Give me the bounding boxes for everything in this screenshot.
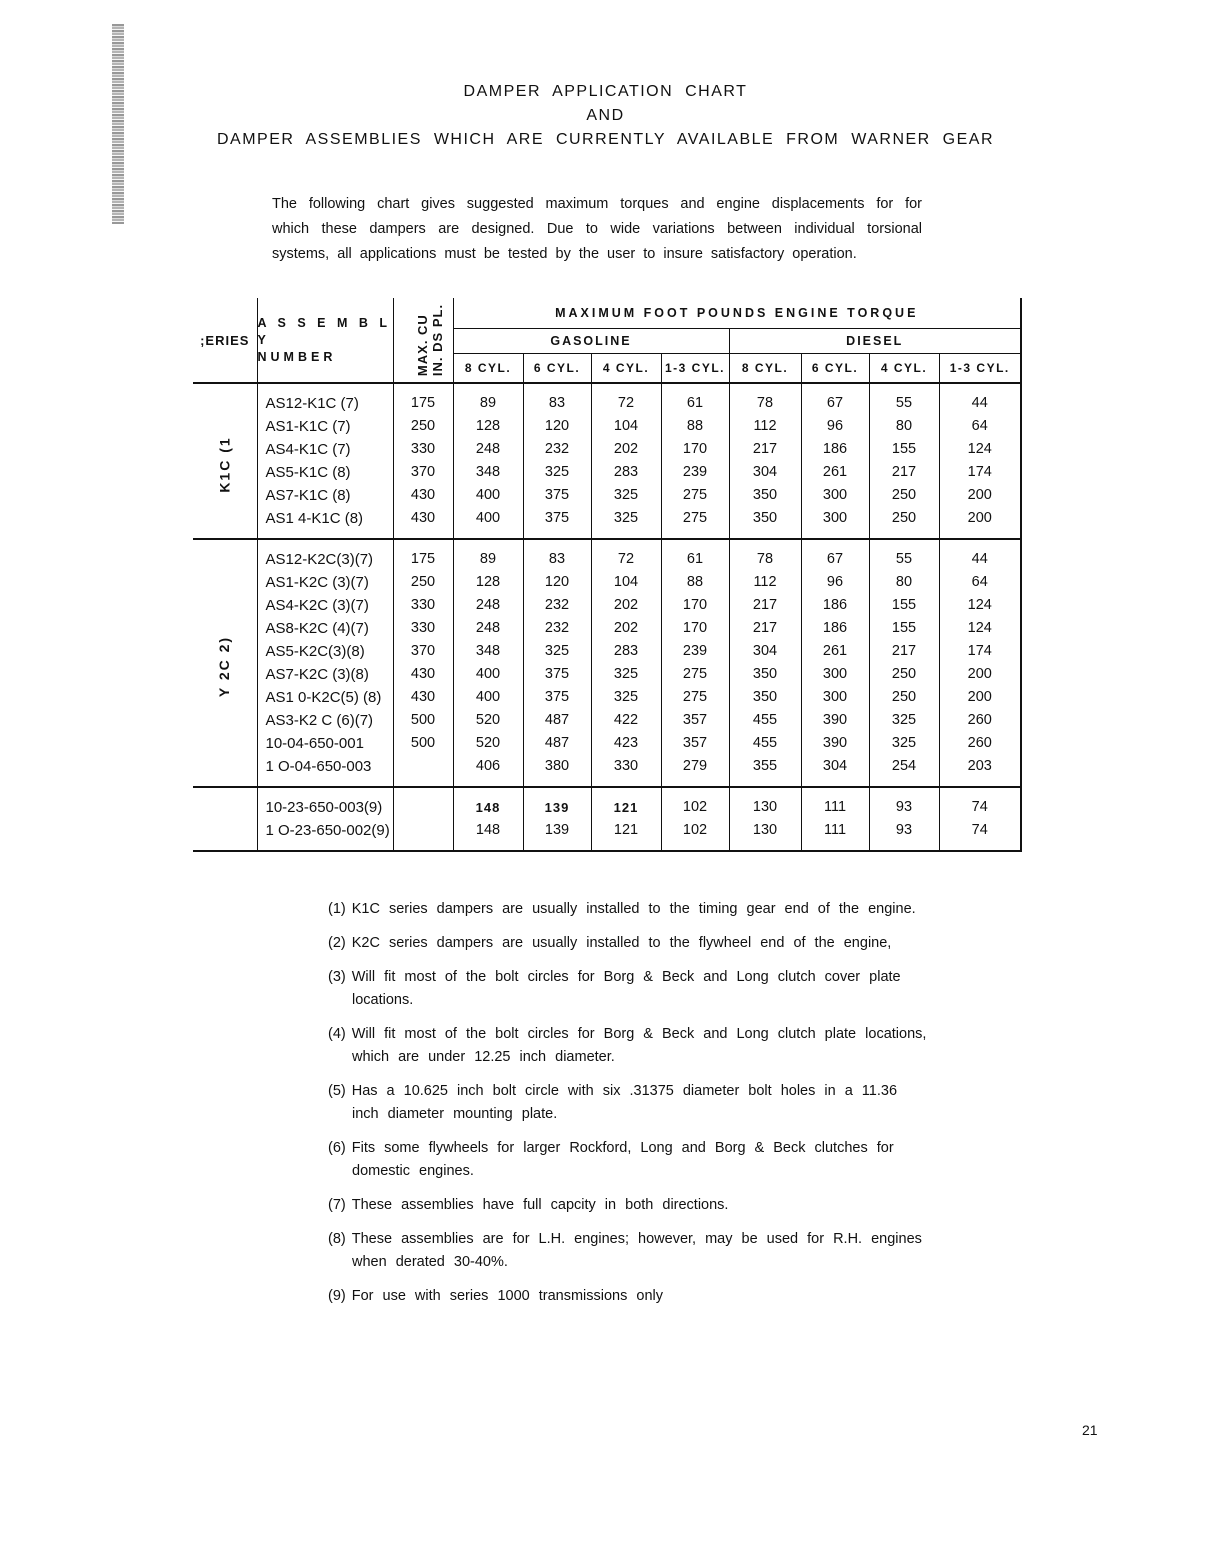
assembly-number: AS4-K1C (7) bbox=[257, 438, 393, 461]
torque-value: 248 bbox=[453, 594, 523, 617]
torque-value: 275 bbox=[661, 686, 729, 709]
torque-value: 261 bbox=[801, 640, 869, 663]
torque-value: 350 bbox=[729, 663, 801, 686]
max-displacement bbox=[393, 796, 453, 819]
torque-value: 400 bbox=[453, 484, 523, 507]
header-gasoline: GASOLINE bbox=[453, 329, 729, 354]
spacer-row bbox=[193, 778, 1021, 787]
torque-value: 120 bbox=[523, 415, 591, 438]
torque-value: 300 bbox=[801, 663, 869, 686]
max-displacement: 250 bbox=[393, 415, 453, 438]
assembly-number: AS5-K1C (8) bbox=[257, 461, 393, 484]
spacer-row bbox=[193, 787, 1021, 796]
torque-value: 120 bbox=[523, 571, 591, 594]
torque-value: 130 bbox=[729, 796, 801, 819]
torque-value: 200 bbox=[939, 484, 1021, 507]
torque-value: 325 bbox=[523, 640, 591, 663]
assembly-number: AS7-K1C (8) bbox=[257, 484, 393, 507]
footnote-text: Will fit most of the bolt circles for Borg & Beck and Long clutch plate locations, bbox=[351, 1026, 927, 1042]
torque-value: 406 bbox=[453, 755, 523, 778]
torque-value: 186 bbox=[801, 594, 869, 617]
assembly-number: 10-23-650-003(9) bbox=[257, 796, 393, 819]
header-torque: MAXIMUM FOOT POUNDS ENGINE TORQUE bbox=[453, 298, 1021, 329]
torque-value: 400 bbox=[453, 686, 523, 709]
series-label-text: Y 2C 2) bbox=[216, 635, 233, 698]
torque-value: 200 bbox=[939, 686, 1021, 709]
torque-value: 89 bbox=[453, 548, 523, 571]
torque-value: 375 bbox=[523, 484, 591, 507]
torque-value: 78 bbox=[729, 548, 801, 571]
torque-value: 72 bbox=[591, 548, 661, 571]
torque-value: 170 bbox=[661, 594, 729, 617]
torque-value: 260 bbox=[939, 732, 1021, 755]
max-displacement: 500 bbox=[393, 709, 453, 732]
torque-value: 275 bbox=[661, 663, 729, 686]
table-row bbox=[193, 484, 1021, 507]
table-row bbox=[193, 732, 1021, 755]
torque-value: 64 bbox=[939, 571, 1021, 594]
torque-value: 325 bbox=[591, 484, 661, 507]
torque-value: 104 bbox=[591, 571, 661, 594]
header-gas-8cyl: 8 CYL. bbox=[453, 354, 523, 384]
torque-value: 217 bbox=[869, 461, 939, 484]
torque-value: 325 bbox=[869, 732, 939, 755]
footnote-item bbox=[328, 1137, 973, 1183]
torque-value: 357 bbox=[661, 709, 729, 732]
assembly-number: AS1 0-K2C(5) (8) bbox=[257, 686, 393, 709]
torque-value: 93 bbox=[869, 819, 939, 842]
torque-value: 55 bbox=[869, 548, 939, 571]
table-row bbox=[193, 392, 1021, 415]
footnote-item bbox=[328, 1194, 973, 1217]
torque-value: 375 bbox=[523, 686, 591, 709]
torque-value: 375 bbox=[523, 507, 591, 530]
footnote-item bbox=[328, 1285, 973, 1308]
torque-value: 248 bbox=[453, 438, 523, 461]
torque-value: 102 bbox=[661, 796, 729, 819]
header-diesel: DIESEL bbox=[729, 329, 1021, 354]
table-row bbox=[193, 617, 1021, 640]
max-displacement: 175 bbox=[393, 392, 453, 415]
torque-value: 78 bbox=[729, 392, 801, 415]
header-displacement-rotated bbox=[415, 303, 445, 375]
torque-value: 88 bbox=[661, 571, 729, 594]
torque-value: 128 bbox=[453, 571, 523, 594]
assembly-number: AS12-K1C (7) bbox=[257, 392, 393, 415]
torque-value: 325 bbox=[523, 461, 591, 484]
torque-value: 104 bbox=[591, 415, 661, 438]
torque-value: 155 bbox=[869, 594, 939, 617]
assembly-number: AS7-K2C (3)(8) bbox=[257, 663, 393, 686]
torque-value: 217 bbox=[729, 617, 801, 640]
series-label bbox=[193, 392, 257, 539]
torque-value: 390 bbox=[801, 709, 869, 732]
torque-value: 520 bbox=[453, 709, 523, 732]
torque-value: 400 bbox=[453, 507, 523, 530]
torque-value: 74 bbox=[939, 796, 1021, 819]
max-displacement: 430 bbox=[393, 507, 453, 530]
torque-value: 44 bbox=[939, 392, 1021, 415]
footnote-number: (7) bbox=[328, 1197, 346, 1213]
torque-value: 348 bbox=[453, 640, 523, 663]
torque-value: 61 bbox=[661, 548, 729, 571]
footnote-number: (6) bbox=[328, 1140, 346, 1156]
table-row bbox=[193, 461, 1021, 484]
torque-value: 124 bbox=[939, 617, 1021, 640]
table-row bbox=[193, 796, 1021, 819]
series-label bbox=[193, 548, 257, 787]
header-diesel-6cyl: 6 CYL. bbox=[801, 354, 869, 384]
group-k1c bbox=[193, 383, 1021, 539]
footnote-text: Will fit most of the bolt circles for Borg & Beck and Long clutch cover plate bbox=[351, 969, 901, 985]
header-displacement bbox=[393, 298, 453, 383]
torque-value: 239 bbox=[661, 640, 729, 663]
assembly-number: AS1 4-K1C (8) bbox=[257, 507, 393, 530]
torque-value: 300 bbox=[801, 484, 869, 507]
header-assembly bbox=[257, 298, 393, 383]
torque-value: 350 bbox=[729, 686, 801, 709]
assembly-number: 10-04-650-001 bbox=[257, 732, 393, 755]
torque-value: 155 bbox=[869, 617, 939, 640]
footnote-text: K2C series dampers are usually installed to the flywheel end of the engine, bbox=[351, 935, 892, 951]
footnote-continuation: domestic engines. bbox=[352, 1163, 474, 1179]
header-gas-1-3cyl: 1-3 CYL. bbox=[661, 354, 729, 384]
torque-value: 325 bbox=[591, 686, 661, 709]
header-diesel-4cyl: 4 CYL. bbox=[869, 354, 939, 384]
torque-value: 112 bbox=[729, 571, 801, 594]
assembly-number: AS12-K2C(3)(7) bbox=[257, 548, 393, 571]
footnote-text: For use with series 1000 transmissions only bbox=[351, 1288, 663, 1304]
torque-value: 232 bbox=[523, 617, 591, 640]
title-line-3: DAMPER ASSEMBLIES WHICH ARE CURRENTLY AVAILABLE FROM WARNER GEAR bbox=[216, 131, 995, 148]
footnote-number: (2) bbox=[328, 935, 346, 951]
torque-value: 186 bbox=[801, 617, 869, 640]
torque-value: 55 bbox=[869, 392, 939, 415]
torque-value: 250 bbox=[869, 484, 939, 507]
torque-value: 121 bbox=[591, 796, 661, 819]
table-row bbox=[193, 640, 1021, 663]
torque-value: 283 bbox=[591, 640, 661, 663]
torque-value: 124 bbox=[939, 438, 1021, 461]
torque-value: 423 bbox=[591, 732, 661, 755]
header-series: ;ERIES bbox=[193, 298, 257, 383]
torque-value: 112 bbox=[729, 415, 801, 438]
table-row bbox=[193, 686, 1021, 709]
torque-value: 148 bbox=[453, 819, 523, 842]
max-displacement: 330 bbox=[393, 594, 453, 617]
max-displacement: 250 bbox=[393, 571, 453, 594]
torque-value: 487 bbox=[523, 732, 591, 755]
table-row bbox=[193, 709, 1021, 732]
assembly-number: AS5-K2C(3)(8) bbox=[257, 640, 393, 663]
torque-value: 250 bbox=[869, 507, 939, 530]
footnote-number: (3) bbox=[328, 969, 346, 985]
torque-value: 186 bbox=[801, 438, 869, 461]
damper-application-table bbox=[193, 298, 1022, 852]
header-diesel-1-3cyl: 1-3 CYL. bbox=[939, 354, 1021, 384]
torque-value: 102 bbox=[661, 819, 729, 842]
spacer-row bbox=[193, 539, 1021, 548]
torque-value: 83 bbox=[523, 392, 591, 415]
torque-value: 202 bbox=[591, 594, 661, 617]
footnote-item bbox=[328, 932, 973, 955]
footnote-number: (4) bbox=[328, 1026, 346, 1042]
title-line-2: AND bbox=[586, 107, 625, 124]
torque-value: 325 bbox=[869, 709, 939, 732]
torque-value: 72 bbox=[591, 392, 661, 415]
torque-value: 330 bbox=[591, 755, 661, 778]
max-displacement: 430 bbox=[393, 663, 453, 686]
torque-value: 96 bbox=[801, 571, 869, 594]
torque-value: 487 bbox=[523, 709, 591, 732]
torque-value: 217 bbox=[869, 640, 939, 663]
torque-value: 283 bbox=[591, 461, 661, 484]
torque-value: 260 bbox=[939, 709, 1021, 732]
torque-value: 422 bbox=[591, 709, 661, 732]
torque-value: 61 bbox=[661, 392, 729, 415]
torque-value: 200 bbox=[939, 507, 1021, 530]
torque-value: 202 bbox=[591, 617, 661, 640]
torque-value: 375 bbox=[523, 663, 591, 686]
torque-value: 455 bbox=[729, 732, 801, 755]
torque-value: 355 bbox=[729, 755, 801, 778]
footnote-continuation: inch diameter mounting plate. bbox=[352, 1106, 558, 1122]
series-label-text: K1C (1 bbox=[216, 436, 233, 493]
footnote-text: K1C series dampers are usually installed to the timing gear end of the engine. bbox=[351, 901, 916, 917]
footnote-continuation: locations. bbox=[352, 992, 414, 1008]
header-disp-line1: MAX. CU bbox=[414, 313, 430, 376]
series-label bbox=[193, 796, 257, 851]
table-row bbox=[193, 571, 1021, 594]
torque-value: 455 bbox=[729, 709, 801, 732]
footnote-item bbox=[328, 966, 973, 1012]
torque-value: 400 bbox=[453, 663, 523, 686]
footnote-text: These assemblies have full capcity in both directions. bbox=[351, 1197, 729, 1213]
title-block bbox=[0, 80, 1211, 152]
torque-value: 130 bbox=[729, 819, 801, 842]
footnote-continuation: which are under 12.25 inch diameter. bbox=[352, 1049, 615, 1065]
page-number: 21 bbox=[1082, 1422, 1098, 1438]
table-row bbox=[193, 755, 1021, 778]
footnote-text: These assemblies are for L.H. engines; however, may be used for R.H. engines bbox=[351, 1231, 922, 1247]
torque-value: 89 bbox=[453, 392, 523, 415]
torque-value: 80 bbox=[869, 571, 939, 594]
table-row bbox=[193, 594, 1021, 617]
torque-value: 390 bbox=[801, 732, 869, 755]
footnote-number: (8) bbox=[328, 1231, 346, 1247]
torque-value: 83 bbox=[523, 548, 591, 571]
torque-value: 300 bbox=[801, 507, 869, 530]
torque-value: 248 bbox=[453, 617, 523, 640]
max-displacement: 500 bbox=[393, 732, 453, 755]
torque-value: 350 bbox=[729, 484, 801, 507]
torque-value: 304 bbox=[729, 461, 801, 484]
title-line-1: DAMPER APPLICATION CHART bbox=[463, 83, 748, 100]
torque-value: 348 bbox=[453, 461, 523, 484]
torque-value: 121 bbox=[591, 819, 661, 842]
spacer-row bbox=[193, 383, 1021, 392]
torque-value: 325 bbox=[591, 663, 661, 686]
torque-value: 357 bbox=[661, 732, 729, 755]
torque-value: 300 bbox=[801, 686, 869, 709]
torque-value: 254 bbox=[869, 755, 939, 778]
footnote-item bbox=[328, 1080, 973, 1126]
torque-value: 217 bbox=[729, 594, 801, 617]
torque-value: 217 bbox=[729, 438, 801, 461]
torque-value: 124 bbox=[939, 594, 1021, 617]
footnote-text: Has a 10.625 inch bolt circle with six .31375 diameter bolt holes in a 11.36 bbox=[351, 1083, 898, 1099]
spacer-row bbox=[193, 842, 1021, 851]
torque-value: 380 bbox=[523, 755, 591, 778]
footnote-number: (1) bbox=[328, 901, 346, 917]
max-displacement bbox=[393, 819, 453, 842]
torque-value: 275 bbox=[661, 484, 729, 507]
footnote-item bbox=[328, 898, 973, 921]
torque-value: 304 bbox=[729, 640, 801, 663]
footnote-item bbox=[328, 1228, 973, 1274]
torque-value: 139 bbox=[523, 796, 591, 819]
torque-value: 202 bbox=[591, 438, 661, 461]
max-displacement: 330 bbox=[393, 438, 453, 461]
header-disp-line2: IN. DS PL. bbox=[429, 303, 445, 376]
header-gas-6cyl: 6 CYL. bbox=[523, 354, 591, 384]
torque-value: 80 bbox=[869, 415, 939, 438]
table-row bbox=[193, 819, 1021, 842]
max-displacement bbox=[393, 755, 453, 778]
torque-value: 174 bbox=[939, 640, 1021, 663]
footnote-item bbox=[328, 1023, 973, 1069]
torque-value: 200 bbox=[939, 663, 1021, 686]
assembly-number: AS1-K1C (7) bbox=[257, 415, 393, 438]
intro-paragraph: The following chart gives suggested maximum torques and engine displacements for for which these dampers are designed. Due to wide variations between individual torsional systems, all applications must be tested by the user to insure satisfactory operation. bbox=[272, 196, 922, 262]
torque-value: 67 bbox=[801, 392, 869, 415]
torque-value: 350 bbox=[729, 507, 801, 530]
table-row bbox=[193, 438, 1021, 461]
torque-value: 139 bbox=[523, 819, 591, 842]
table-row bbox=[193, 507, 1021, 530]
footnote-number: (5) bbox=[328, 1083, 346, 1099]
torque-value: 261 bbox=[801, 461, 869, 484]
torque-value: 67 bbox=[801, 548, 869, 571]
torque-value: 128 bbox=[453, 415, 523, 438]
max-displacement: 175 bbox=[393, 548, 453, 571]
assembly-number: AS1-K2C (3)(7) bbox=[257, 571, 393, 594]
footnotes bbox=[328, 898, 973, 1319]
torque-value: 239 bbox=[661, 461, 729, 484]
spacer-row bbox=[193, 530, 1021, 539]
torque-value: 520 bbox=[453, 732, 523, 755]
header-gas-4cyl: 4 CYL. bbox=[591, 354, 661, 384]
assembly-number: 1 O-04-650-003 bbox=[257, 755, 393, 778]
group-series-1000 bbox=[193, 787, 1021, 851]
max-displacement: 370 bbox=[393, 640, 453, 663]
torque-value: 325 bbox=[591, 507, 661, 530]
header-diesel-8cyl: 8 CYL. bbox=[729, 354, 801, 384]
torque-value: 111 bbox=[801, 819, 869, 842]
torque-value: 304 bbox=[801, 755, 869, 778]
torque-value: 96 bbox=[801, 415, 869, 438]
table-row bbox=[193, 663, 1021, 686]
max-displacement: 370 bbox=[393, 461, 453, 484]
torque-value: 174 bbox=[939, 461, 1021, 484]
assembly-number: 1 O-23-650-002(9) bbox=[257, 819, 393, 842]
footnote-text: Fits some flywheels for larger Rockford, Long and Borg & Beck clutches for bbox=[351, 1140, 894, 1156]
torque-value: 170 bbox=[661, 617, 729, 640]
torque-value: 250 bbox=[869, 663, 939, 686]
torque-value: 93 bbox=[869, 796, 939, 819]
torque-value: 155 bbox=[869, 438, 939, 461]
footnote-continuation: when derated 30-40%. bbox=[352, 1254, 508, 1270]
assembly-number: AS4-K2C (3)(7) bbox=[257, 594, 393, 617]
group-k2c bbox=[193, 539, 1021, 787]
table-row bbox=[193, 548, 1021, 571]
torque-value: 203 bbox=[939, 755, 1021, 778]
torque-value: 111 bbox=[801, 796, 869, 819]
torque-value: 232 bbox=[523, 438, 591, 461]
torque-value: 148 bbox=[453, 796, 523, 819]
torque-value: 74 bbox=[939, 819, 1021, 842]
assembly-number: AS8-K2C (4)(7) bbox=[257, 617, 393, 640]
max-displacement: 430 bbox=[393, 686, 453, 709]
table-row bbox=[193, 415, 1021, 438]
max-displacement: 430 bbox=[393, 484, 453, 507]
torque-value: 170 bbox=[661, 438, 729, 461]
torque-value: 250 bbox=[869, 686, 939, 709]
max-displacement: 330 bbox=[393, 617, 453, 640]
assembly-number: AS3-K2 C (6)(7) bbox=[257, 709, 393, 732]
torque-value: 275 bbox=[661, 507, 729, 530]
torque-value: 279 bbox=[661, 755, 729, 778]
torque-value: 64 bbox=[939, 415, 1021, 438]
footnote-number: (9) bbox=[328, 1288, 346, 1304]
torque-value: 44 bbox=[939, 548, 1021, 571]
header-assembly-line2: NUMBER bbox=[257, 349, 337, 364]
torque-value: 88 bbox=[661, 415, 729, 438]
torque-value: 232 bbox=[523, 594, 591, 617]
header-assembly-line1: A S S E M B L Y bbox=[257, 315, 391, 347]
